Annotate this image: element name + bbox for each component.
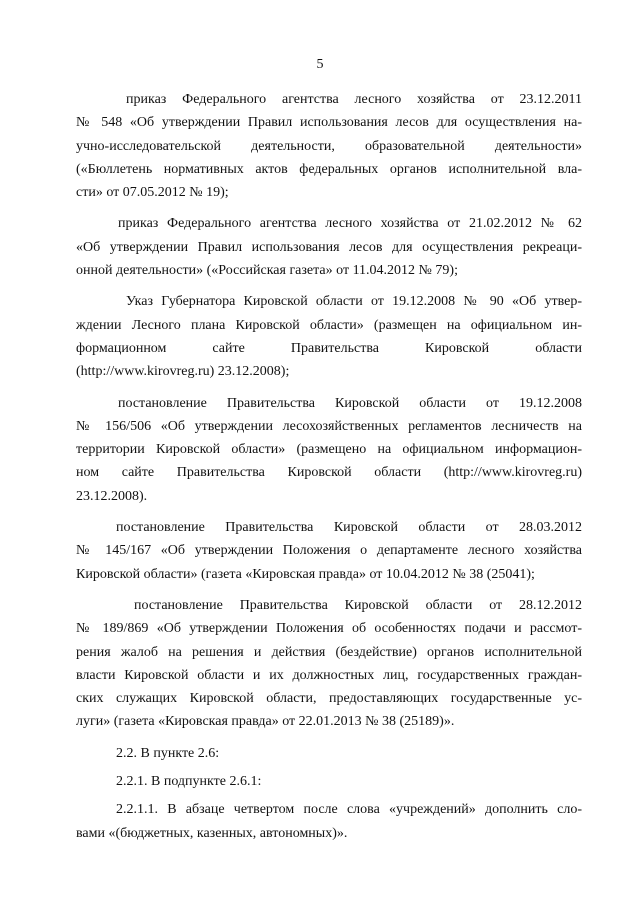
paragraph-resolution-145-167	[76, 516, 582, 586]
text-line: № 189/869 «Об утверждении Положения об особенностях подачи и рассмот-	[76, 621, 582, 637]
clause-2-2-1: 2.2.1. В подпункте 2.6.1:	[116, 774, 262, 790]
text-line: власти Кировской области и их должностных лиц, государственных граждан-	[76, 667, 582, 683]
text-line: Указ Губернатора Кировской области от 19.12.2008 № 90 «Об утвер-	[126, 294, 582, 310]
text-line: («Бюллетень нормативных актов федеральных органов исполнительной вла-	[76, 161, 582, 177]
document-body	[76, 88, 582, 853]
text-line: формационном сайте Правительства Кировской области	[76, 340, 582, 356]
text-line: ждении Лесного плана Кировской области» (размещен на официальном ин-	[76, 317, 582, 333]
paragraph-resolution-189-869	[76, 594, 582, 734]
text-line: учно-исследовательской деятельности, образовательной деятельности»	[76, 138, 582, 154]
text-line: постановление Правительства Кировской области от 19.12.2008	[118, 395, 582, 411]
page-number: 5	[316, 57, 324, 72]
paragraph-resolution-156-506	[76, 392, 582, 508]
text-line: № 548 «Об утверждении Правил использования лесов для осуществления на-	[76, 115, 582, 131]
text-line: рения жалоб на решения и действия (бездействие) органов исполнительной	[76, 644, 582, 660]
text-line: «Об утверждении Правил использования лесов для осуществления рекреаци-	[76, 239, 582, 255]
text-line: № 156/506 «Об утверждении лесохозяйственных регламентов лесничеств на	[76, 418, 582, 434]
text-line: (http://www.kirovreg.ru) 23.12.2008);	[76, 364, 290, 380]
text-line: луги» (газета «Кировская правда» от 22.01.2013 № 38 (25189)».	[76, 714, 455, 730]
text-line: Кировской области» (газета «Кировская правда» от 10.04.2012 № 38 (25041);	[76, 566, 535, 582]
text-line: приказ Федерального агентства лесного хозяйства от 23.12.2011	[126, 92, 582, 107]
text-line: постановление Правительства Кировской области от 28.12.2012	[134, 597, 582, 613]
text-line: ских служащих Кировской области, предоставляющих государственные ус-	[76, 691, 582, 707]
text-line: приказ Федерального агентства лесного хозяйства от 21.02.2012 № 62	[118, 216, 582, 232]
paragraph-order-548	[76, 88, 582, 204]
text-line: онной деятельности» («Российская газета» от 11.04.2012 № 79);	[76, 263, 458, 279]
text-line: 23.12.2008).	[76, 488, 148, 504]
text-line: 2.2.1.1. В абзаце четвертом после слова «учреждений» дополнить сло-	[116, 802, 582, 818]
text-line: сти» от 07.05.2012 № 19);	[76, 185, 229, 201]
text-line: № 145/167 «Об утверждении Положения о департаменте лесного хозяйства	[76, 543, 582, 559]
text-line: вами «(бюджетных, казенных, автономных)».	[76, 825, 348, 841]
text-line: ном сайте Правительства Кировской области (http://www.kirovreg.ru)	[76, 465, 582, 481]
clause-2-2: 2.2. В пункте 2.6:	[116, 745, 220, 761]
paragraph-order-62	[76, 212, 582, 282]
text-line: постановление Правительства Кировской области от 28.03.2012	[116, 520, 582, 536]
paragraph-decree-90	[76, 290, 582, 383]
paragraph-clause-2-2-1-1	[76, 798, 582, 845]
text-line: территории Кировской области» (размещено на официальном информацион-	[76, 442, 582, 458]
